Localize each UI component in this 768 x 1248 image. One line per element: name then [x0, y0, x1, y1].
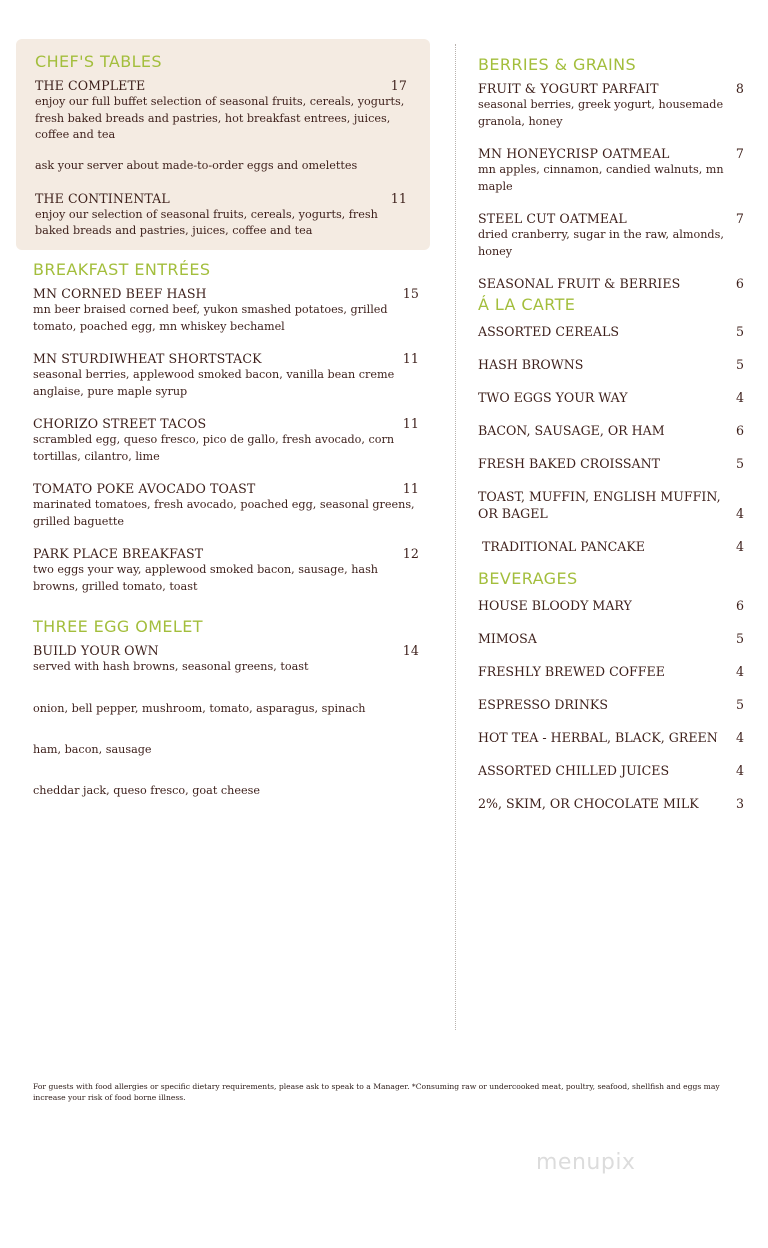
item-price: 12: [402, 546, 419, 561]
chefs-tables-section: [35, 52, 407, 256]
item-price: 5: [735, 324, 744, 339]
item-description: seasonal berries, applewood smoked bacon, vanilla bean creme anglaise, pure maple syrup: [33, 368, 395, 398]
menu-item: [478, 597, 744, 614]
menu-item: [33, 643, 419, 676]
item-description: served with hash browns, seasonal greens, toast: [33, 660, 309, 673]
omelet-option: cheddar jack, queso fresco, goat cheese: [33, 783, 260, 797]
item-name: TOAST, MUFFIN, ENGLISH MUFFIN, OR BAGEL: [478, 489, 721, 521]
item-name: THE CONTINENTAL: [35, 190, 170, 206]
item-name: FRESH BAKED CROISSANT: [478, 456, 661, 471]
section-title: BREAKFAST ENTRÉES: [33, 260, 211, 279]
item-price: 7: [735, 146, 744, 161]
menu-item: [35, 191, 407, 240]
item-description: seasonal berries, greek yogurt, housemade granola, honey: [478, 98, 724, 128]
watermark-logo: menupix: [536, 1150, 636, 1175]
menu-item: [478, 422, 744, 439]
item-description: two eggs your way, applewood smoked bacon, sausage, hash browns, grilled tomato, toast: [33, 563, 379, 593]
item-price: 11: [402, 416, 419, 431]
menu-item: [478, 146, 744, 195]
menu-item: [33, 286, 419, 335]
item-name: BUILD YOUR OWN: [33, 643, 159, 658]
section-title: Á LA CARTE: [478, 295, 576, 314]
item-price: 4: [735, 539, 744, 554]
item-price: 3: [735, 796, 744, 811]
item-name: ASSORTED CEREALS: [478, 324, 619, 339]
beverages-section: [478, 569, 744, 828]
item-name: CHORIZO STREET TACOS: [33, 416, 207, 431]
item-price: 5: [735, 631, 744, 646]
menu-item: [478, 630, 744, 647]
allergy-disclaimer: For guests with food allergies or specific dietary requirements, please ask to speak to a Manager. *Consuming raw or undercooked meat, poultry, seafood, shellfish and eggs may increase your risk of food borne illness.: [33, 1082, 720, 1102]
menu-item: [478, 762, 744, 779]
menu-item: [478, 81, 744, 130]
item-name: HOT TEA - HERBAL, BLACK, GREEN: [478, 730, 718, 745]
menu-item: [478, 323, 744, 340]
item-price: 6: [735, 598, 744, 613]
item-name: TWO EGGS YOUR WAY: [478, 390, 628, 405]
menu-item: [478, 455, 744, 472]
item-price: 5: [735, 456, 744, 471]
omelet-option: onion, bell pepper, mushroom, tomato, asparagus, spinach: [33, 701, 366, 715]
item-name: SEASONAL FRUIT & BERRIES: [478, 276, 681, 291]
section-title: THREE EGG OMELET: [33, 617, 203, 636]
column-divider: [455, 44, 456, 1030]
item-name: FRESHLY BREWED COFFEE: [478, 664, 665, 679]
menu-item: [478, 211, 744, 260]
item-price: 14: [402, 643, 419, 658]
item-price: 4: [735, 730, 744, 745]
item-price: 8: [735, 81, 744, 96]
item-price: 4: [735, 390, 744, 405]
omelet-option: ham, bacon, sausage: [33, 742, 152, 756]
section-title: BERRIES & GRAINS: [478, 55, 637, 74]
item-price: 5: [735, 697, 744, 712]
menu-item: [478, 729, 744, 746]
item-name: ESPRESSO DRINKS: [478, 697, 608, 712]
item-description: dried cranberry, sugar in the raw, almonds, honey: [478, 228, 724, 258]
chef-note: ask your server about made-to-order eggs and omelettes: [35, 158, 358, 172]
berries-grains-section: [478, 55, 744, 308]
menu-item: [478, 356, 744, 373]
item-price: 6: [735, 423, 744, 438]
item-name: STEEL CUT OATMEAL: [478, 211, 627, 226]
a-la-carte-section: [478, 295, 744, 571]
item-name: 2%, SKIM, OR CHOCOLATE MILK: [478, 796, 699, 811]
section-title: CHEF'S TABLES: [35, 52, 162, 71]
menu-item: [33, 481, 419, 530]
menu-item: [478, 276, 744, 292]
item-description: scrambled egg, queso fresco, pico de gallo, fresh avocado, corn tortillas, cilantro, lime: [33, 433, 395, 463]
item-name: HOUSE BLOODY MARY: [478, 598, 632, 613]
menu-item: [478, 538, 744, 555]
menu-item: [478, 663, 744, 680]
item-price: 4: [735, 664, 744, 679]
item-description: mn apples, cinnamon, candied walnuts, mn maple: [478, 163, 724, 193]
item-name: PARK PLACE BREAKFAST: [33, 546, 204, 561]
item-name: TOMATO POKE AVOCADO TOAST: [33, 481, 256, 496]
item-name: BACON, SAUSAGE, OR HAM: [478, 423, 665, 438]
item-name: HASH BROWNS: [478, 357, 584, 372]
item-description: mn beer braised corned beef, yukon smashed potatoes, grilled tomato, poached egg, mn whiskey bechamel: [33, 303, 388, 333]
item-description: enjoy our selection of seasonal fruits, cereals, yogurts, fresh baked breads and pastries, juices, coffee and tea: [35, 207, 378, 237]
item-name: ASSORTED CHILLED JUICES: [478, 763, 670, 778]
item-price: 4: [735, 763, 744, 778]
item-price: 4: [735, 506, 744, 521]
breakfast-entrees-section: [33, 260, 419, 611]
item-name: FRUIT & YOGURT PARFAIT: [478, 81, 659, 96]
item-name: MN CORNED BEEF HASH: [33, 286, 207, 301]
item-name: TRADITIONAL PANCAKE: [478, 539, 645, 554]
menu-item: [478, 696, 744, 713]
menu-item: [35, 78, 407, 144]
menu-item: [33, 351, 419, 400]
menu-item: [478, 488, 744, 522]
menu-item: [478, 795, 744, 812]
item-name: MN STURDIWHEAT SHORTSTACK: [33, 351, 262, 366]
item-price: 11: [390, 190, 407, 206]
item-name: MN HONEYCRISP OATMEAL: [478, 146, 670, 161]
item-price: 11: [402, 481, 419, 496]
omelet-section: [33, 617, 419, 824]
item-price: 15: [402, 286, 419, 301]
item-description: marinated tomatoes, fresh avocado, poached egg, seasonal greens, grilled baguette: [33, 498, 415, 528]
item-name: THE COMPLETE: [35, 78, 146, 93]
menu-item: [478, 389, 744, 406]
item-price: 11: [402, 351, 419, 366]
section-title: BEVERAGES: [478, 569, 578, 588]
item-description: enjoy our full buffet selection of seasonal fruits, cereals, yogurts, fresh baked breads and pastries, hot breakfast entrees, juices, coffee and tea: [35, 95, 405, 141]
item-price: 17: [390, 78, 407, 93]
menu-item: [33, 416, 419, 465]
menu-item: [33, 546, 419, 595]
item-name: MIMOSA: [478, 631, 537, 646]
item-price: 6: [735, 276, 744, 291]
item-price: 5: [735, 357, 744, 372]
item-price: 7: [735, 211, 744, 226]
